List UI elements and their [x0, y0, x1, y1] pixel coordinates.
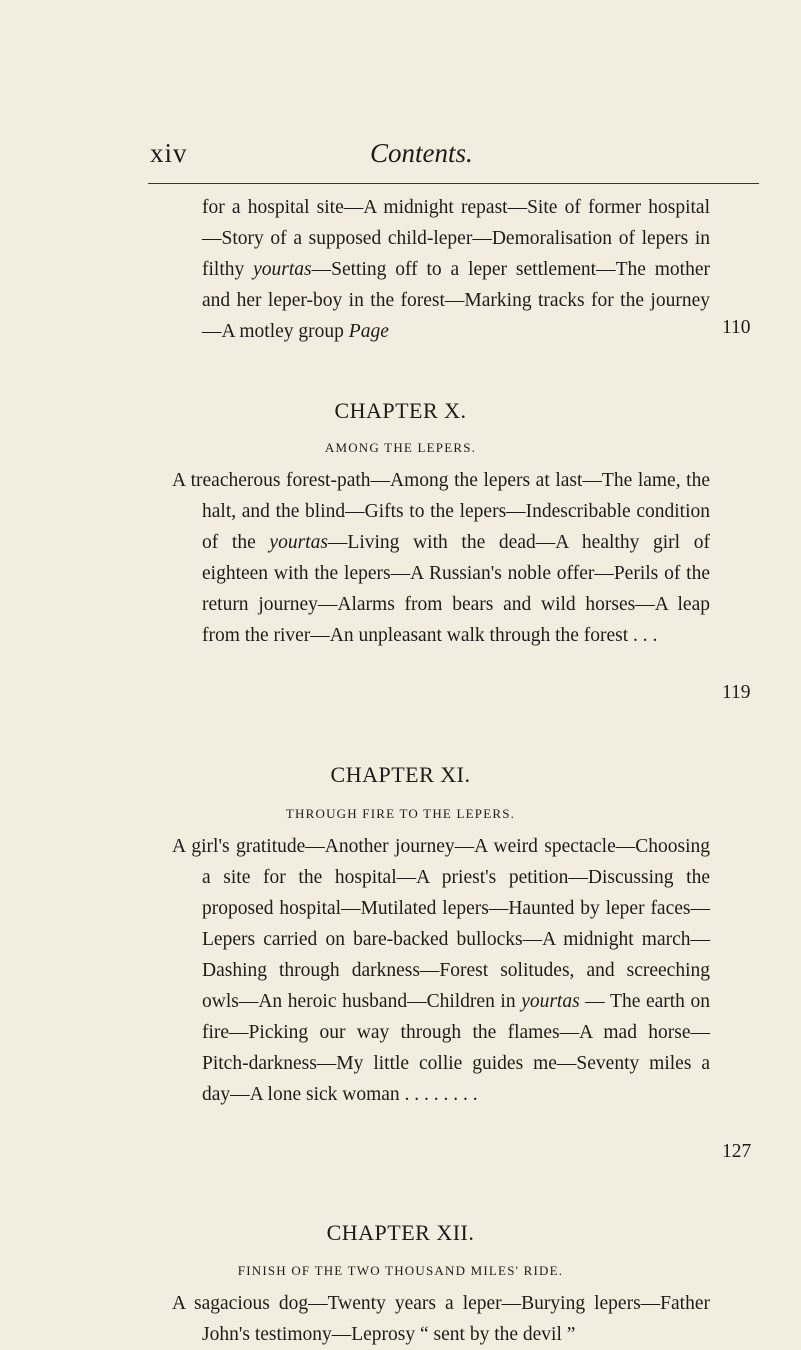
chapter-x-title: CHAPTER X.	[334, 398, 467, 423]
continuation-text: for a hospital site—A midnight repast—Site of former hospital—Story of a supposed child-leper—Demoralisation of lepers in filthy	[202, 197, 710, 280]
chapter-xi-page-number: 127	[722, 1141, 752, 1162]
chapter-x-page-number: 119	[722, 682, 751, 703]
chapter-xi-italic: yourtas	[521, 991, 580, 1012]
chapter-x-text-after: —Living with the dead—A healthy girl of eighteen with the lepers—A Russian's noble offer—Perils of the return journey—Alarms from bears and wild horses—A leap from the river—An unpleasant walk through the forest . . .	[202, 532, 710, 646]
chapter-xi-text-after: — The earth on fire—Picking our way through the flames—A mad horse—Pitch-darkness—My little collie guides me—Seventy miles a day—A lone sick woman . . . . . . . .	[202, 991, 711, 1105]
chapter-xii-text: A sagacious dog—Twenty years a leper—Burying lepers—Father John's testimony—Leprosy “ sent by the devil ”	[172, 1293, 710, 1345]
chapter-x-text: A treacherous forest-path—Among the lepers at last—The lame, the halt, and the blind—Gifts to the lepers—Indescribable condition of the	[172, 470, 710, 553]
chapter-x-subtitle: AMONG THE LEPERS.	[324, 440, 477, 455]
continuation-italic: yourtas	[253, 259, 312, 280]
continuation-paragraph	[202, 192, 710, 347]
chapter-xii-title: CHAPTER XII.	[326, 1220, 475, 1245]
page-numeral: xiv	[150, 138, 188, 168]
chapter-xi-title: CHAPTER XI.	[330, 762, 471, 787]
page-label: Page	[348, 321, 389, 342]
header-rule	[148, 183, 759, 184]
chapter-xi-summary	[172, 831, 710, 1110]
chapter-xi-subtitle: THROUGH FIRE TO THE LEPERS.	[285, 806, 516, 821]
page-header	[0, 138, 801, 178]
chapter-xii-subtitle: FINISH OF THE TWO THOUSAND MILES' RIDE.	[237, 1263, 564, 1278]
chapter-xii-summary	[172, 1288, 710, 1350]
chapter-x-italic: yourtas	[269, 532, 328, 553]
continuation-page-number: 110	[722, 317, 751, 338]
chapter-x-summary	[172, 465, 710, 651]
chapter-xi-text: A girl's gratitude—Another journey—A weird spectacle—Choosing a site for the hospital—A priest's petition—Discussing the proposed hospital—Mutilated lepers—Haunted by leper faces—Lepers carried on bare-backed bullocks—A midnight march—Dashing through darkness—Forest solitudes, and screeching owls—An heroic husband—Children in	[172, 836, 710, 1012]
running-title: Contents.	[370, 138, 473, 168]
continuation-text-after: —Setting off to a leper settlement—The mother and her leper-boy in the forest—Marking tracks for the journey—A motley group	[202, 259, 710, 342]
